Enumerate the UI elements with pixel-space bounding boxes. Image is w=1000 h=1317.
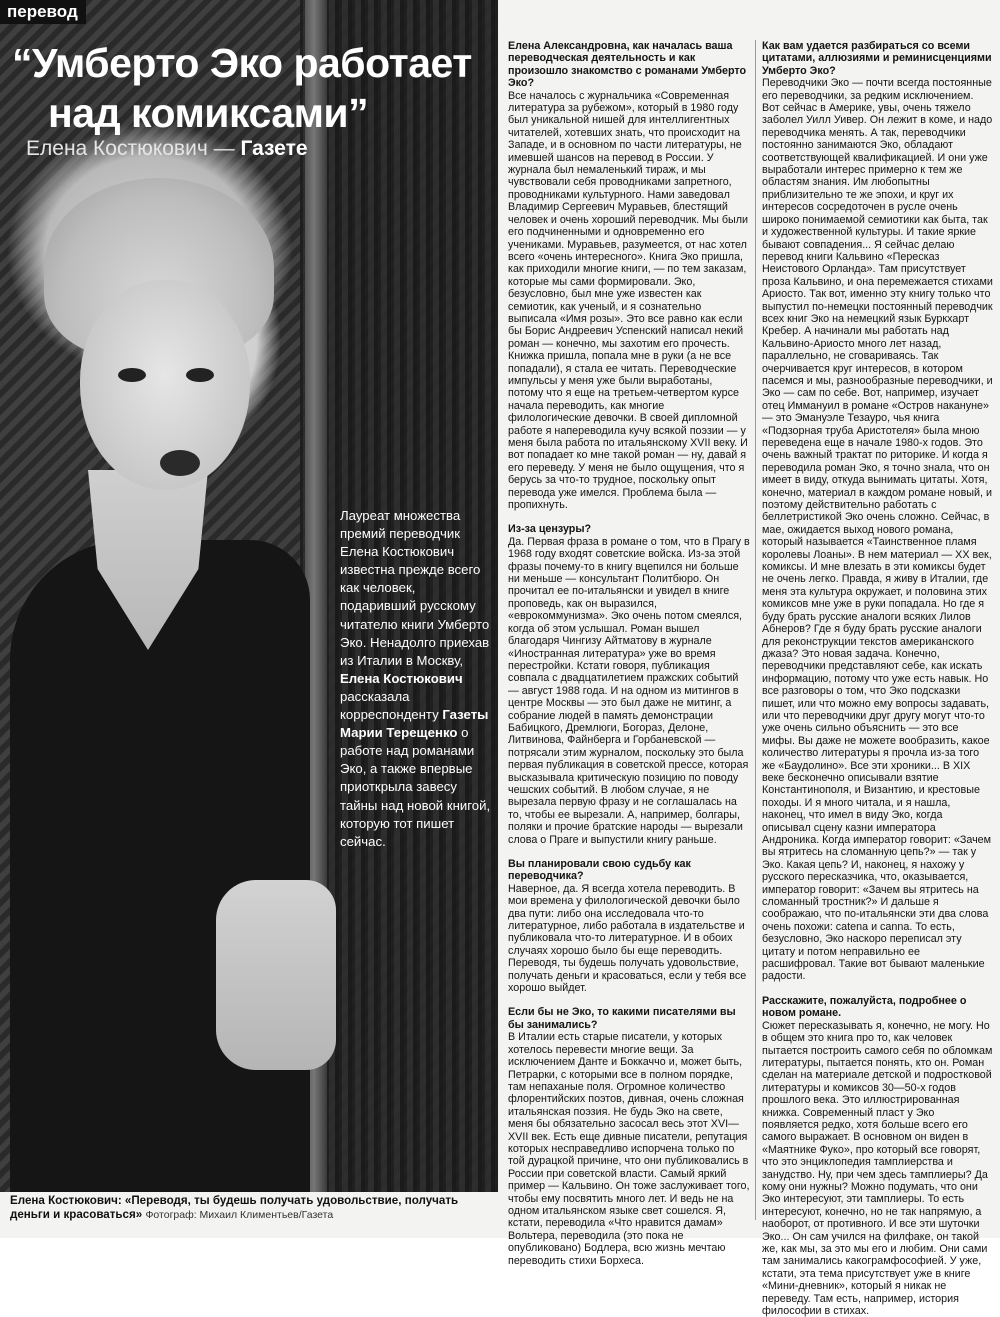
intro-text-2: рассказала корреспонденту: [340, 688, 443, 723]
byline-dash: —: [207, 137, 241, 160]
byline-author: Елена Костюкович: [26, 137, 208, 160]
answer-3: Наверное, да. Я всегда хотела переводить. В мои времена у филологической девочки было два пути: либо она исследовала что-то литературное, либо работала в издательстве и публиковала что-то литературное. И в обоих случаях хорошо было бы еще переводить. Переводя, ты будешь получать удовольствие, получать деньги и красоваться, если у тебя все хорошо выйдет.: [508, 882, 747, 995]
question-5: Как вам удается разбираться со всеми цитатами, аллюзиями и реминисценциями Умберто Эко?: [762, 40, 992, 77]
answer-4: В Италии есть старые писатели, у которых хотелось перевести многие вещи. За исключением Данте и Боккаччо и, может быть, Петрарки, с которыми все в полном порядке, там непаханые поля. Огромное количество флорентийских поэтов, дивная, очень сложная итальянская поэзия. Не будь Эко на свете, меня бы обязательно засосал весь этот XVI—XVII век. Есть еще дивные писатели, репутация которых несправедливо испорчена только по той дурацкой причине, что они публиковались в России при советской власти. Самый яркий пример — Кальвино. Он тоже заслуживает того, чтобы ему посвятить много лет. И ведь не на одном итальянском языке свет сошелся. Я, кстати, переводила «Что нравится дамам» Вольтера, переводила (это пока не опубликовано) Бодлера, всю жизнь мечтаю переводить стихи Борхеса.: [508, 1031, 750, 1267]
right-eye: [186, 368, 214, 382]
byline-paper: Газете: [240, 137, 308, 160]
headline-line-1: “Умберто Эко работает: [12, 40, 472, 86]
article-column-1: [508, 40, 750, 1267]
photo-caption: [0, 1192, 498, 1238]
mouth: [160, 450, 200, 476]
question-1: Елена Александровна, как началась ваша переводческая деятельность и как произошло знакомство с романами Умберто Эко?: [508, 40, 747, 90]
answer-1: Все началось с журнальчика «Современная литература за рубежом», который в 1980 году был уникальной нишей для интеллигентных читателей, хотевших знать, что происходит на Западе, и в основном по части литературы, не имевшей шансов на перевод в России. У журнала был немаленький тираж, и мы чувствовали себя проводниками запретного, проводниками культурного. Нами заведовал Владимир Сергеевич Муравьев, блестящий человек и очень хороший переводчик. Мы были его подчиненными и одновременно его учениками. Муравьев, разумеется, от нас хотел всего «очень интересного». Книга Эко пришла, как приходили многие книги, — по тем заказам, которые мы сами формировали. Эко, безусловно, был мне уже известен как семиотик, как ученый, и я сознательно выписала «Имя розы». Это все равно как если бы Борис Андреевич Успенский написал некий роман — конечно, мы захотим его прочесть. Книжка пришла, попала мне в руки (а не все попадали), я стала ее читать. Переводческие импульсы у меня уже были выработаны, потому что я еще на третьем-четвертом курсе начала переводить, как многие филологические девочки. В своей дипломной работе я напереводила кучу всякой поэзии — у меня была работа по итальянскому XVII веку. И вот попадает ко мне такой роман — ну, давай я его переведу. У меня не было ощущения, что я берусь за что-то трудное, поскольку опыт перевода уже имелся. Проблема была — пропихнуть.: [508, 89, 748, 512]
person-dress: [10, 540, 310, 1192]
headline: [12, 38, 492, 138]
question-6: Расскажите, пожалуйста, подробнее о новом романе.: [762, 994, 967, 1020]
question-4: Если бы не Эко, то какими писателями вы бы занимались?: [508, 1006, 736, 1031]
answer-6: Сюжет пересказывать я, конечно, не могу. Но в общем это книга про то, как человек пытается построить самого себя по обломкам литературы, пытается понять, кто он. Роман сделан на материале детской и подростковой литературы и комиксов 30—50-х годов прошлого века. Это иллюстрированная книжка. Современный пласт у Эко появляется редко, хотя больше всего его самого выражает. В основном он виден в «Маятнике Фуко», про который все говорят, что это энциклопедия тамплиерства и занудство. Ну, при чем здесь тамплиеры? Да кому они нужны? Можно подумать, что они Эко интересуют, эти тамплиеры. То есть интересуют, конечно, но не так напрямую, а наоборот, от противного. И все эти шуточки Эко... Он сам учился на филфаке, он такой же, как мы, за это мы его и любим. Они сами там занимались какограмфософией. У уже, кстати, эта тема присутствует уже в книге «Мини-дневник», который я никак не переведу. Там есть, например, история философии в стихах.: [762, 1019, 993, 1317]
section-label: перевод: [0, 0, 86, 24]
intro-text-1: Лауреат множества премий переводчик Елена Костюкович известна прежде всего как человек, подаривший русскому читателю книги Умберто Эко. Ненадолго приехав из Италии в Москву,: [340, 508, 490, 668]
headline-line-2: над комиксами”: [48, 90, 369, 136]
intro-lead: [340, 507, 492, 851]
answer-2: Да. Первая фраза в романе о том, что в Прагу в 1968 году входят советские войска. Из-за этой фразы почему-то в книгу вцепился ни больше ни меньше — консультант Политбюро. Он прочитал ее по-итальянски и увидел в книге проповедь, как он выразился, «еврокоммунизма». Эко очень потом смеялся, когда об этом услышал. Роман вышел благодаря Чингизу Айтматову в журнале «Иностранная литература» уже во время перестройки. Кстати говоря, публикация совпала с двадцатилетием пражских событий — август 1988 года. И на одном из митингов в центре Москвы — это был даже не митинг, а собрание людей в память демонстрации Бабицкого, Дремлюги, Богораз, Делоне, Литвинова, Файнберга и Горбаневской — потрясали этим журналом, поскольку это была первая публикация в советской прессе, которая высказывала критическую позицию по поводу чешских событий. В любом случае, я не вырезала первую фразу и не соглашалась на то, чтобы ее вырезали. А, например, болгары, поляки и прочие братские народы — вырезали слова о Праге и выпустили книгу раньше.: [508, 535, 750, 846]
question-3: Вы планировали свою судьбу как переводчика?: [508, 858, 691, 883]
intro-text-3: о работе над романами Эко, а также впервые приоткрыла завесу тайны над новой книгой, которую тот пишет сейчас.: [340, 725, 491, 849]
article-column-2: [762, 40, 994, 1317]
column-divider: [755, 40, 756, 1220]
caption-credit: Фотограф: Михаил Климентьев/Газета: [145, 1209, 334, 1221]
intro-bold-2: Газеты Марии Терещенко: [340, 707, 489, 741]
hand: [216, 880, 336, 1070]
caption-quote: Елена Костюкович: «Переводя, ты будешь получать удовольствие, получать деньги и красоваться»: [10, 1194, 459, 1221]
answer-5: Переводчики Эко — почти всегда постоянные его переводчики, за редким исключением. Вот сейчас в Америке, увы, очень тяжело заболел Уилл Уивер. Он лежит в коме, и надо переводчика менять. А так, переводчики постоянно занимаются Эко, обладают соответствующей квалификацией. И они уже выработали интерес примерно к тем же областям знания. Им любопытны приблизительно те же эпохи, и круг их интересов сосредоточен в русле очень широко понимаемой семиотики как быта, так и художественной культуры. И такие яркие бывают совпадения... Я сейчас делаю перевод книги Кальвино «Пересказ Неистового Орланда». Там присутствует проза Кальвино, и она перемежается стихами Ариосто. Так вот, именно эту книгу только что выпустил по-немецки постоянный переводчик всех книг Эко на немецкий язык Буркхарт Кребер. А начинали мы работать над Кальвино-Ариосто много лет назад, параллельно, не сговариваясь. Так очерчивается круг интересов, в котором пасемся и мы, разнообразные переводчики, и Эко — сам по себе. Вот, например, изучает отец Иммануил в романе «Остров накануне» — это Эмануэле Тезауро, чья книга «Подзорная труба Аристотеля» была мною переведена еще в начале 1980-х годов. Это очень важный трактат по риторике. И когда я переводила роман Эко, я точно знала, что он имеет в виду, откуда вынимать цитаты. Хотя, конечно, материал в каждом романе новый, и поэтому действительно работать с беллетристикой Эко очень сложно. Сейчас, в мае, ожидается выход нового романа, который называется «Таинственное пламя королевы Лоаны». В нем материал — XX век, комиксы. И мне влезать в эти комиксы будет не очень легко. Правда, я живу в Италии, где меня эта культура окружает, и половина этих комиксов мне уже в руки попадала. Но где я буду брать русские аналоги всяких Лилов Абнеров? Где я буду брать русские аналоги для реконструкции текстов американского джаза? Это новая задача. Конечно, переводчики представляют себе, как искать информацию, потому что уже есть навык. Но все разговоры о том, что Эко подсказки пишет, или что можно ему вопросы задавать, или что переводчики друг другу могут что-то уже очень сильно объяснить — это все мифы. Вы даже не можете вообразить, какое количество литературы я прочла из-за того же «Баудолино». Все эти хроники... В XIX веке бесконечно описывали взятие Константинополя, и Византию, и крестовые походы. И я много читала, и я нашла, наконец, что имел в виду Эко, когда описывал сцену казни императора Андроника. Когда император говорит: «Зачем вы ятритесь на сломанную цепь?» — так у Эко. Какая цепь? И, наконец, я нахожу у русского пересказчика, что, оказывается, император говорит: «Зачем вы ятритесь на сломанный тростник?» И дальше я соображаю, что по-итальянски эти два слова очень похожи: catena и canna. То есть, безусловно, Эко наскоро переписал эту цитату и потом неправильно ее расшифровал. Такие вот бывают маленькие радости.: [762, 77, 993, 983]
portrait-photo: [0, 0, 498, 1192]
question-2: Из-за цензуры?: [508, 523, 592, 536]
byline: [26, 137, 308, 161]
left-eye: [118, 368, 146, 382]
intro-bold-1: Елена Костюкович: [340, 670, 463, 686]
